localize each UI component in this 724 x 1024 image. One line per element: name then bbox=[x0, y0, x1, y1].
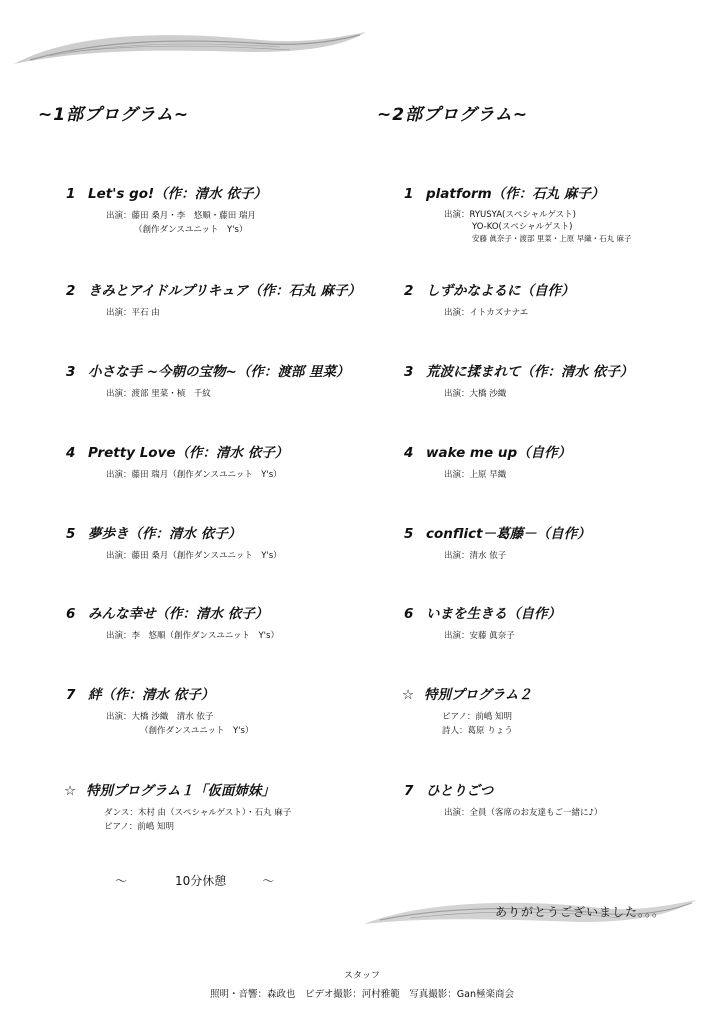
program-title: みんな幸せ（作：清水 依子） bbox=[88, 606, 269, 622]
program-cast: 出演：李 悠順（創作ダンスユニット Y's） bbox=[106, 631, 279, 641]
program-title: しずかなよるに（自作） bbox=[426, 283, 575, 299]
program-cast: 出演：藤田 瑞月（創作ダンスユニット Y's） bbox=[106, 470, 282, 480]
program-item bbox=[66, 441, 386, 482]
brush-stroke-top bbox=[10, 26, 370, 70]
program-cast: 出演：RYUSYA(スペシャルゲスト) bbox=[444, 210, 576, 220]
program-number: 2 bbox=[404, 283, 414, 299]
program-number: 4 bbox=[404, 445, 414, 461]
program-number: 5 bbox=[66, 526, 76, 542]
program-cast: YO-KO(スペシャルゲスト) bbox=[472, 222, 573, 232]
program-cast: 出演：平石 由 bbox=[106, 308, 160, 318]
program-cast: 出演：上原 早織 bbox=[444, 470, 507, 480]
intermission-text: ～ 10分休憩 ～ bbox=[115, 874, 275, 888]
program-item bbox=[404, 602, 724, 643]
program-title: ひとりごつ bbox=[426, 783, 494, 799]
program-cast: 出演：渡部 里菜・楨 千紋 bbox=[106, 389, 211, 399]
program-item bbox=[404, 441, 724, 482]
section-title-part1: ~1部プログラム~ bbox=[38, 105, 190, 125]
staff-credits: 照明・音響：森政也 ビデオ撮影：河村雅範 写真撮影：Gan極楽商会 bbox=[209, 989, 514, 1000]
program-number: 5 bbox=[404, 526, 414, 542]
program-title: 夢歩き（作：清水 依子） bbox=[88, 526, 242, 542]
program-item bbox=[404, 522, 724, 563]
program-cast: 出演：イトカズナナエ bbox=[444, 308, 529, 318]
program-item bbox=[66, 683, 386, 738]
program-cast: 詩人：葛原 りょう bbox=[442, 726, 513, 736]
program-title: wake me up（自作） bbox=[426, 445, 572, 461]
program-cast: ピアノ：前嶋 知明 bbox=[104, 822, 175, 832]
thanks-message: ありがとうございました。。。 bbox=[495, 905, 666, 919]
program-title: platform（作：石丸 麻子） bbox=[426, 186, 605, 202]
program-item bbox=[66, 602, 386, 643]
program-item bbox=[402, 683, 722, 738]
program-number: 6 bbox=[404, 606, 414, 622]
program-title: きみとアイドルプリキュア（作：石丸 麻子） bbox=[88, 283, 361, 299]
program-cast: 出演：大橋 沙織 清水 依子 bbox=[106, 712, 214, 722]
program-title: 絆（作：清水 依子） bbox=[88, 687, 215, 703]
program-item bbox=[404, 182, 724, 245]
program-number: 3 bbox=[404, 364, 414, 380]
star-icon: ☆ bbox=[64, 783, 77, 799]
program-cast: 出演：全員（客席のお友達もご一緒に♪） bbox=[444, 808, 603, 818]
staff-heading: スタッフ bbox=[343, 971, 380, 981]
program-item bbox=[404, 779, 724, 820]
program-number: 1 bbox=[404, 186, 414, 202]
program-title: 荒波に揉まれて（作：清水 依子） bbox=[426, 364, 634, 380]
program-item bbox=[404, 279, 724, 320]
section-title-part2: ~2部プログラム~ bbox=[377, 105, 529, 125]
program-title: 特別プログラム２ bbox=[424, 687, 532, 703]
program-title: 小さな手 ~今朝の宝物~（作：渡部 里菜） bbox=[88, 364, 350, 380]
program-cast: ピアノ：前嶋 知明 bbox=[442, 712, 513, 722]
program-cast: 出演：安藤 眞奈子 bbox=[444, 631, 515, 641]
program-item bbox=[66, 279, 386, 320]
program-item bbox=[404, 360, 724, 401]
program-title: Pretty Love（作：清水 依子） bbox=[88, 445, 289, 461]
program-title: conflict－葛藤－（自作） bbox=[426, 526, 591, 542]
program-number: 6 bbox=[66, 606, 76, 622]
program-number: 3 bbox=[66, 364, 76, 380]
program-cast: 出演：藤田 桑月・李 悠順・藤田 瑞月 bbox=[106, 211, 256, 221]
program-number: 1 bbox=[66, 186, 76, 202]
program-number: 7 bbox=[404, 783, 414, 799]
star-icon: ☆ bbox=[402, 687, 415, 703]
program-title: Let's go!（作：清水 依子） bbox=[88, 186, 267, 202]
program-title: いまを生きる（自作） bbox=[426, 606, 561, 622]
program-cast: 安藤 眞奈子・渡部 里菜・上原 早織・石丸 麻子 bbox=[472, 234, 632, 243]
program-title: 特別プログラム１「仮面姉妹」 bbox=[86, 783, 275, 799]
program-item bbox=[66, 522, 386, 563]
program-item bbox=[66, 182, 386, 237]
program-cast: （創作ダンスユニット Y's） bbox=[140, 726, 254, 736]
program-cast: 出演：清水 依子 bbox=[444, 551, 507, 561]
program-number: 7 bbox=[66, 687, 76, 703]
program-item bbox=[64, 779, 384, 834]
program-cast: 出演：大橋 沙織 bbox=[444, 389, 507, 399]
program-cast: 出演：藤田 桑月（創作ダンスユニット Y's） bbox=[106, 551, 282, 561]
program-cast: （創作ダンスユニット Y's） bbox=[134, 225, 248, 235]
program-number: 2 bbox=[66, 283, 76, 299]
program-item bbox=[66, 360, 386, 401]
program-number: 4 bbox=[66, 445, 76, 461]
program-cast: ダンス：木村 由（スペシャルゲスト）・石丸 麻子 bbox=[104, 808, 292, 818]
